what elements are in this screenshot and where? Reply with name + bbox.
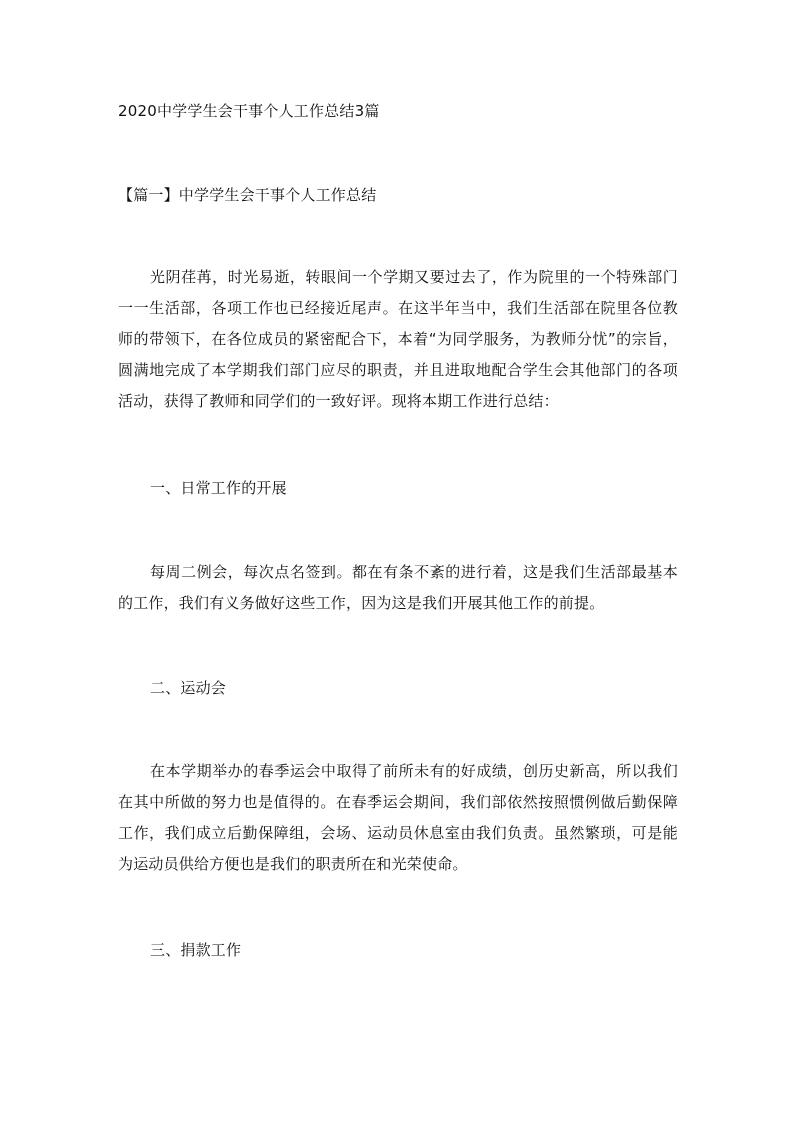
intro-paragraph: 光阴荏苒，时光易逝，转眼间一个学期又要过去了，作为院里的一个特殊部门一一生活部，各项工作也已经接近尾声。在这半年当中，我们生活部在院里各位教师的带领下，在各位成员的紧密配合下，本着“为同学服务，为教师分忧”的宗旨，圆满地完成了本学期我们部门应尽的职责，并且进取地配合学生会其他部门的各项活动，获得了教师和同学们的一致好评。现将本期工作进行总结： (118, 268, 678, 410)
document-title: 2020中学学生会干事个人工作总结3篇 (118, 102, 380, 120)
subsection-heading-3: 三、捐款工作 (150, 941, 242, 959)
section-heading: 【篇一】中学学生会干事个人工作总结 (118, 186, 377, 204)
subsection-body-2: 在本学期举办的春季运会中取得了前所未有的好成绩，创历史新高，所以我们在其中所做的努力也是值得的。在春季运会期间，我们部依然按照惯例做后勤保障工作，我们成立后勤保障组，会场、运动员休息室由我们负责。虽然繁琐，可是能为运动员供给方便也是我们的职责所在和光荣使命。 (118, 762, 678, 873)
subsection-heading-1: 一、日常工作的开展 (150, 479, 287, 497)
subsection-body-1: 每周二例会，每次点名签到。都在有条不紊的进行着，这是我们生活部最基本的工作，我们有义务做好这些工作，因为这是我们开展其他工作的前提。 (118, 563, 678, 612)
subsection-heading-2: 二、运动会 (150, 679, 227, 697)
